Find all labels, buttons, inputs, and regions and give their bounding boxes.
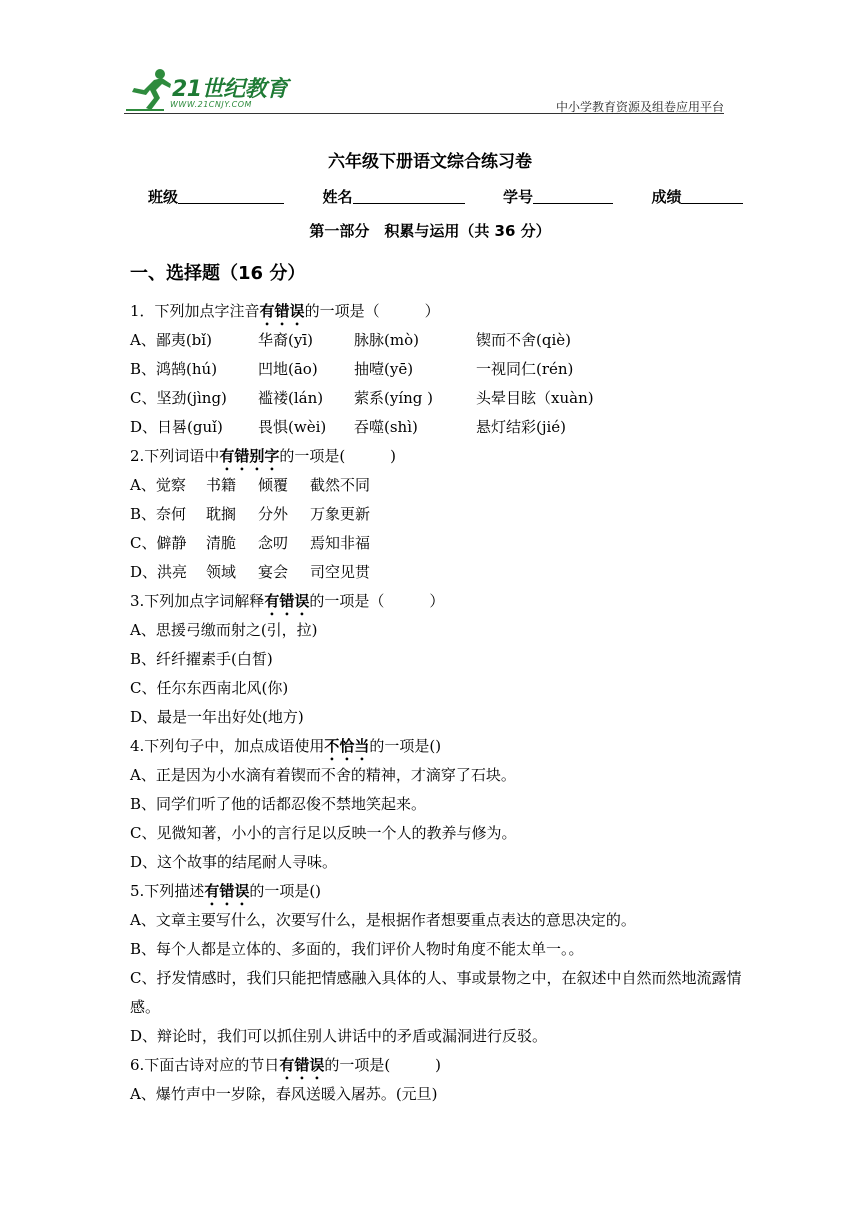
name-label: 姓名 <box>322 188 353 206</box>
stem-text: 3.下列加点字词解释 <box>130 592 265 610</box>
option-cell: D、日晷(guǐ) <box>130 418 223 436</box>
option-cell: 司空见贯 <box>310 563 371 581</box>
option-cell: 头晕目眩（xuàn) <box>476 389 594 407</box>
id-field[interactable] <box>533 188 613 204</box>
stem-text: 的一项是() <box>249 882 322 900</box>
option-cell: B、鸿鹄(hú) <box>130 360 218 378</box>
stem-emphasis: 有错误 <box>204 882 250 900</box>
header-tagline: 中小学教育资源及组卷应用平台 <box>555 100 724 114</box>
page-title: 六年级下册语文综合练习卷 <box>328 152 532 172</box>
option-line: B、每个人都是立体的、多面的，我们评价人物时角度不能太单一。。 <box>130 940 584 958</box>
option-cell: 万象更新 <box>310 505 371 523</box>
logo-url: WWW.21CNJY.COM <box>170 100 252 109</box>
stem-text: 的一项是（ ） <box>304 302 440 320</box>
option-line: D、辩论时，我们可以抓住别人讲话中的矛盾或漏洞进行反驳。 <box>130 1027 548 1045</box>
part-title: 第一部分 积累与运用（共 36 分） <box>309 222 551 240</box>
question-stem <box>130 1051 750 1080</box>
stem-emphasis: 有错别字 <box>219 447 280 465</box>
question-stem <box>130 442 750 471</box>
option-cell: 清脆 <box>206 534 237 552</box>
stem-emphasis: 有错误 <box>279 1056 325 1074</box>
stem-text: 的一项是（ ） <box>309 592 445 610</box>
option-line: B、同学们听了他的话都忍俊不禁地笑起来。 <box>130 795 427 813</box>
option-line: A、爆竹声中一岁除，春风送暖入屠苏。(元旦) <box>130 1085 438 1103</box>
section-title: 一、选择题（16 分） <box>130 263 306 284</box>
option-row <box>130 471 750 500</box>
option-cell: 畏惧(wèi) <box>258 418 327 436</box>
option-cell: C、坚劲(jìng) <box>130 389 227 407</box>
class-label: 班级 <box>148 188 179 206</box>
stem-text: 2.下列词语中 <box>130 447 220 465</box>
option-cell: B、奈何 <box>130 505 187 523</box>
stem-emphasis: 有错误 <box>264 592 310 610</box>
page-header <box>124 66 724 116</box>
stem-text: 5.下列描述 <box>130 882 205 900</box>
option-cell: C、僻静 <box>130 534 187 552</box>
option-row <box>130 355 750 384</box>
stem-emphasis: 不恰当 <box>324 737 370 755</box>
option-cell: 脉脉(mò) <box>354 331 419 349</box>
header-divider <box>124 113 724 114</box>
option-line: A、正是因为小水滴有着锲而不舍的精神，才滴穿了石块。 <box>130 766 516 784</box>
option-row <box>130 558 750 587</box>
option-line: A、文章主要写什么，次要写什么，是根据作者想要重点表达的意思决定的。 <box>130 911 636 929</box>
option-row <box>130 384 750 413</box>
option-cell: 耽搁 <box>206 505 237 523</box>
questions <box>130 297 750 1109</box>
option-cell: D、洪亮 <box>130 563 188 581</box>
option-cell: 华裔(yī) <box>258 331 313 349</box>
option-line: A、思援弓缴而射之(引，拉) <box>130 621 318 639</box>
option-row <box>130 413 750 442</box>
option-cell: 截然不同 <box>310 476 371 494</box>
option-cell: 吞噬(shì) <box>354 418 418 436</box>
stem-text: 的一项是() <box>369 737 442 755</box>
option-cell: 褴褛(lán) <box>258 389 324 407</box>
runner-logo-icon <box>124 66 174 112</box>
option-row <box>130 500 750 529</box>
option-cell: 倾覆 <box>258 476 289 494</box>
question-stem <box>130 877 750 906</box>
score-field[interactable] <box>681 188 743 204</box>
option-row <box>130 326 750 355</box>
option-cell: 悬灯结彩(jié) <box>476 418 567 436</box>
stem-text: 6.下面古诗对应的节日 <box>130 1056 280 1074</box>
student-info-row <box>148 186 743 207</box>
option-cell: 焉知非福 <box>310 534 371 552</box>
option-cell: 抽噎(yē) <box>354 360 414 378</box>
stem-text: 4.下列句子中，加点成语使用 <box>130 737 325 755</box>
option-cell: 领域 <box>206 563 237 581</box>
option-line: D、最是一年出好处(地方) <box>130 708 304 726</box>
question-stem <box>130 732 750 761</box>
logo-text: 21世纪教育 <box>172 77 288 102</box>
option-cell: 凹地(āo) <box>258 360 318 378</box>
stem-text: 的一项是( ) <box>279 447 397 465</box>
option-cell: 萦系(yíng ) <box>354 389 434 407</box>
option-line: C、见微知著，小小的言行足以反映一个人的教养与修为。 <box>130 824 517 842</box>
option-line: D、这个故事的结尾耐人寻味。 <box>130 853 338 871</box>
option-row <box>130 529 750 558</box>
option-line: B、纤纤擢素手(白皙) <box>130 650 273 668</box>
option-cell: 宴会 <box>258 563 289 581</box>
option-cell: A、鄙夷(bǐ) <box>130 331 212 349</box>
option-line: C、抒发情感时，我们只能把情感融入具体的人、事或景物之中，在叙述中自然而然地流露情感。 <box>130 969 742 1016</box>
option-cell: 锲而不舍(qiè) <box>476 331 571 349</box>
option-cell: 念叨 <box>258 534 289 552</box>
option-cell: 一视同仁(rén) <box>476 360 574 378</box>
stem-text: 的一项是( ) <box>324 1056 442 1074</box>
stem-emphasis: 有错误 <box>259 302 305 320</box>
question-stem <box>130 587 750 616</box>
option-cell: 分外 <box>258 505 289 523</box>
question-stem <box>130 297 750 326</box>
score-label: 成绩 <box>651 188 682 206</box>
stem-text: 1．下列加点字注音 <box>130 302 260 320</box>
id-label: 学号 <box>502 188 533 206</box>
logo <box>124 66 294 112</box>
option-line: C、任尔东西南北风(你) <box>130 679 289 697</box>
name-field[interactable] <box>353 188 465 204</box>
class-field[interactable] <box>178 188 284 204</box>
option-cell: A、觉察 <box>130 476 186 494</box>
option-cell: 书籍 <box>206 476 237 494</box>
